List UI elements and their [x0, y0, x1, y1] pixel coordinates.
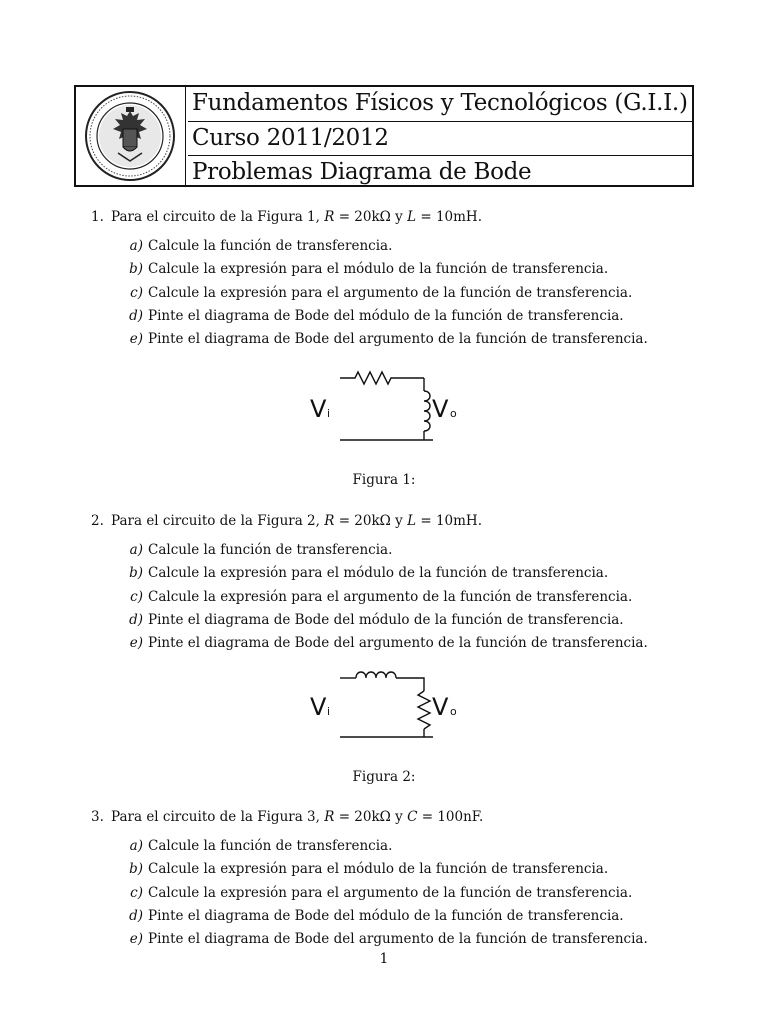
list-item: a) Calcule la función de transferencia.	[129, 542, 393, 558]
list-item: c) Calcule la expresión para el argumento de la función de transferencia.	[130, 284, 633, 301]
problem-statement	[91, 808, 483, 826]
variable: R	[324, 513, 335, 529]
vout-label: V	[432, 395, 449, 423]
circuit-diagram-figure-2	[300, 665, 480, 750]
problem-number: 2.	[91, 513, 104, 529]
problem-statement	[91, 208, 482, 226]
list-item: b) Calcule la expresión para el módulo de la función de transferencia.	[129, 565, 609, 582]
header-course: Curso 2011/2012	[188, 121, 692, 155]
list-item: e) Pinte el diagrama de Bode del argumento de la función de transferencia.	[129, 331, 648, 348]
value: = 100nF.	[417, 809, 484, 825]
document-header	[74, 85, 694, 187]
value: = 20kΩ	[334, 809, 391, 825]
list-item: b) Calcule la expresión para el módulo de la función de transferencia.	[129, 861, 609, 878]
list-item: c) Calcule la expresión para el argumento de la función de transferencia.	[130, 588, 633, 605]
resistor-icon	[418, 691, 430, 729]
vin-label: V	[310, 693, 327, 721]
value: = 20kΩ	[334, 209, 391, 225]
list-item: e) Pinte el diagrama de Bode del argumento de la función de transferencia.	[129, 931, 648, 948]
vout-subscript: o	[450, 705, 457, 718]
conjunction: y	[390, 209, 408, 225]
sub-question-list	[119, 541, 648, 657]
list-item: c) Calcule la expresión para el argumento de la función de transferencia.	[130, 884, 633, 901]
vin-label: V	[310, 395, 327, 423]
list-item: d) Pinte el diagrama de Bode del módulo de la función de transferencia.	[129, 907, 624, 924]
problem-number: 1.	[91, 209, 104, 225]
list-item: b) Calcule la expresión para el módulo de la función de transferencia.	[129, 261, 609, 278]
variable: R	[324, 809, 335, 825]
statement-text: Para el circuito de la Figura 2,	[111, 513, 325, 529]
value: = 10mH.	[416, 209, 482, 225]
vout-subscript: o	[450, 407, 457, 420]
variable: L	[407, 513, 417, 529]
vin-subscript: i	[327, 705, 331, 718]
conjunction: y	[390, 809, 408, 825]
seal-cell	[76, 87, 186, 185]
value: = 20kΩ	[334, 513, 391, 529]
variable: C	[407, 809, 418, 825]
list-item: d) Pinte el diagrama de Bode del módulo de la función de transferencia.	[129, 307, 624, 324]
inductor-icon	[356, 672, 396, 678]
circuit-diagram-figure-1	[300, 365, 480, 450]
variable: L	[407, 209, 417, 225]
header-title: Fundamentos Físicos y Tecnológicos (G.I.I.)	[192, 90, 688, 116]
list-item: a) Calcule la función de transferencia.	[129, 238, 393, 254]
university-seal-icon	[83, 89, 177, 183]
sub-question-list	[119, 837, 648, 953]
problem-number: 3.	[91, 809, 104, 825]
inductor-icon	[424, 391, 430, 431]
sub-question-list	[119, 237, 648, 353]
figure-caption: Figura 2:	[352, 769, 416, 785]
variable: R	[324, 209, 335, 225]
conjunction: y	[390, 513, 408, 529]
vin-subscript: i	[327, 407, 331, 420]
figure-caption: Figura 1:	[352, 472, 416, 488]
vout-label: V	[432, 693, 449, 721]
statement-text: Para el circuito de la Figura 3,	[111, 809, 325, 825]
resistor-icon	[340, 372, 424, 384]
value: = 10mH.	[416, 513, 482, 529]
problem-statement	[91, 512, 482, 530]
list-item: a) Calcule la función de transferencia.	[129, 838, 393, 854]
list-item: d) Pinte el diagrama de Bode del módulo de la función de transferencia.	[129, 611, 624, 628]
header-subtitle: Problemas Diagrama de Bode	[188, 155, 692, 189]
statement-text: Para el circuito de la Figura 1,	[111, 209, 325, 225]
page-number: 1	[379, 951, 389, 967]
list-item: e) Pinte el diagrama de Bode del argumento de la función de transferencia.	[129, 635, 648, 652]
